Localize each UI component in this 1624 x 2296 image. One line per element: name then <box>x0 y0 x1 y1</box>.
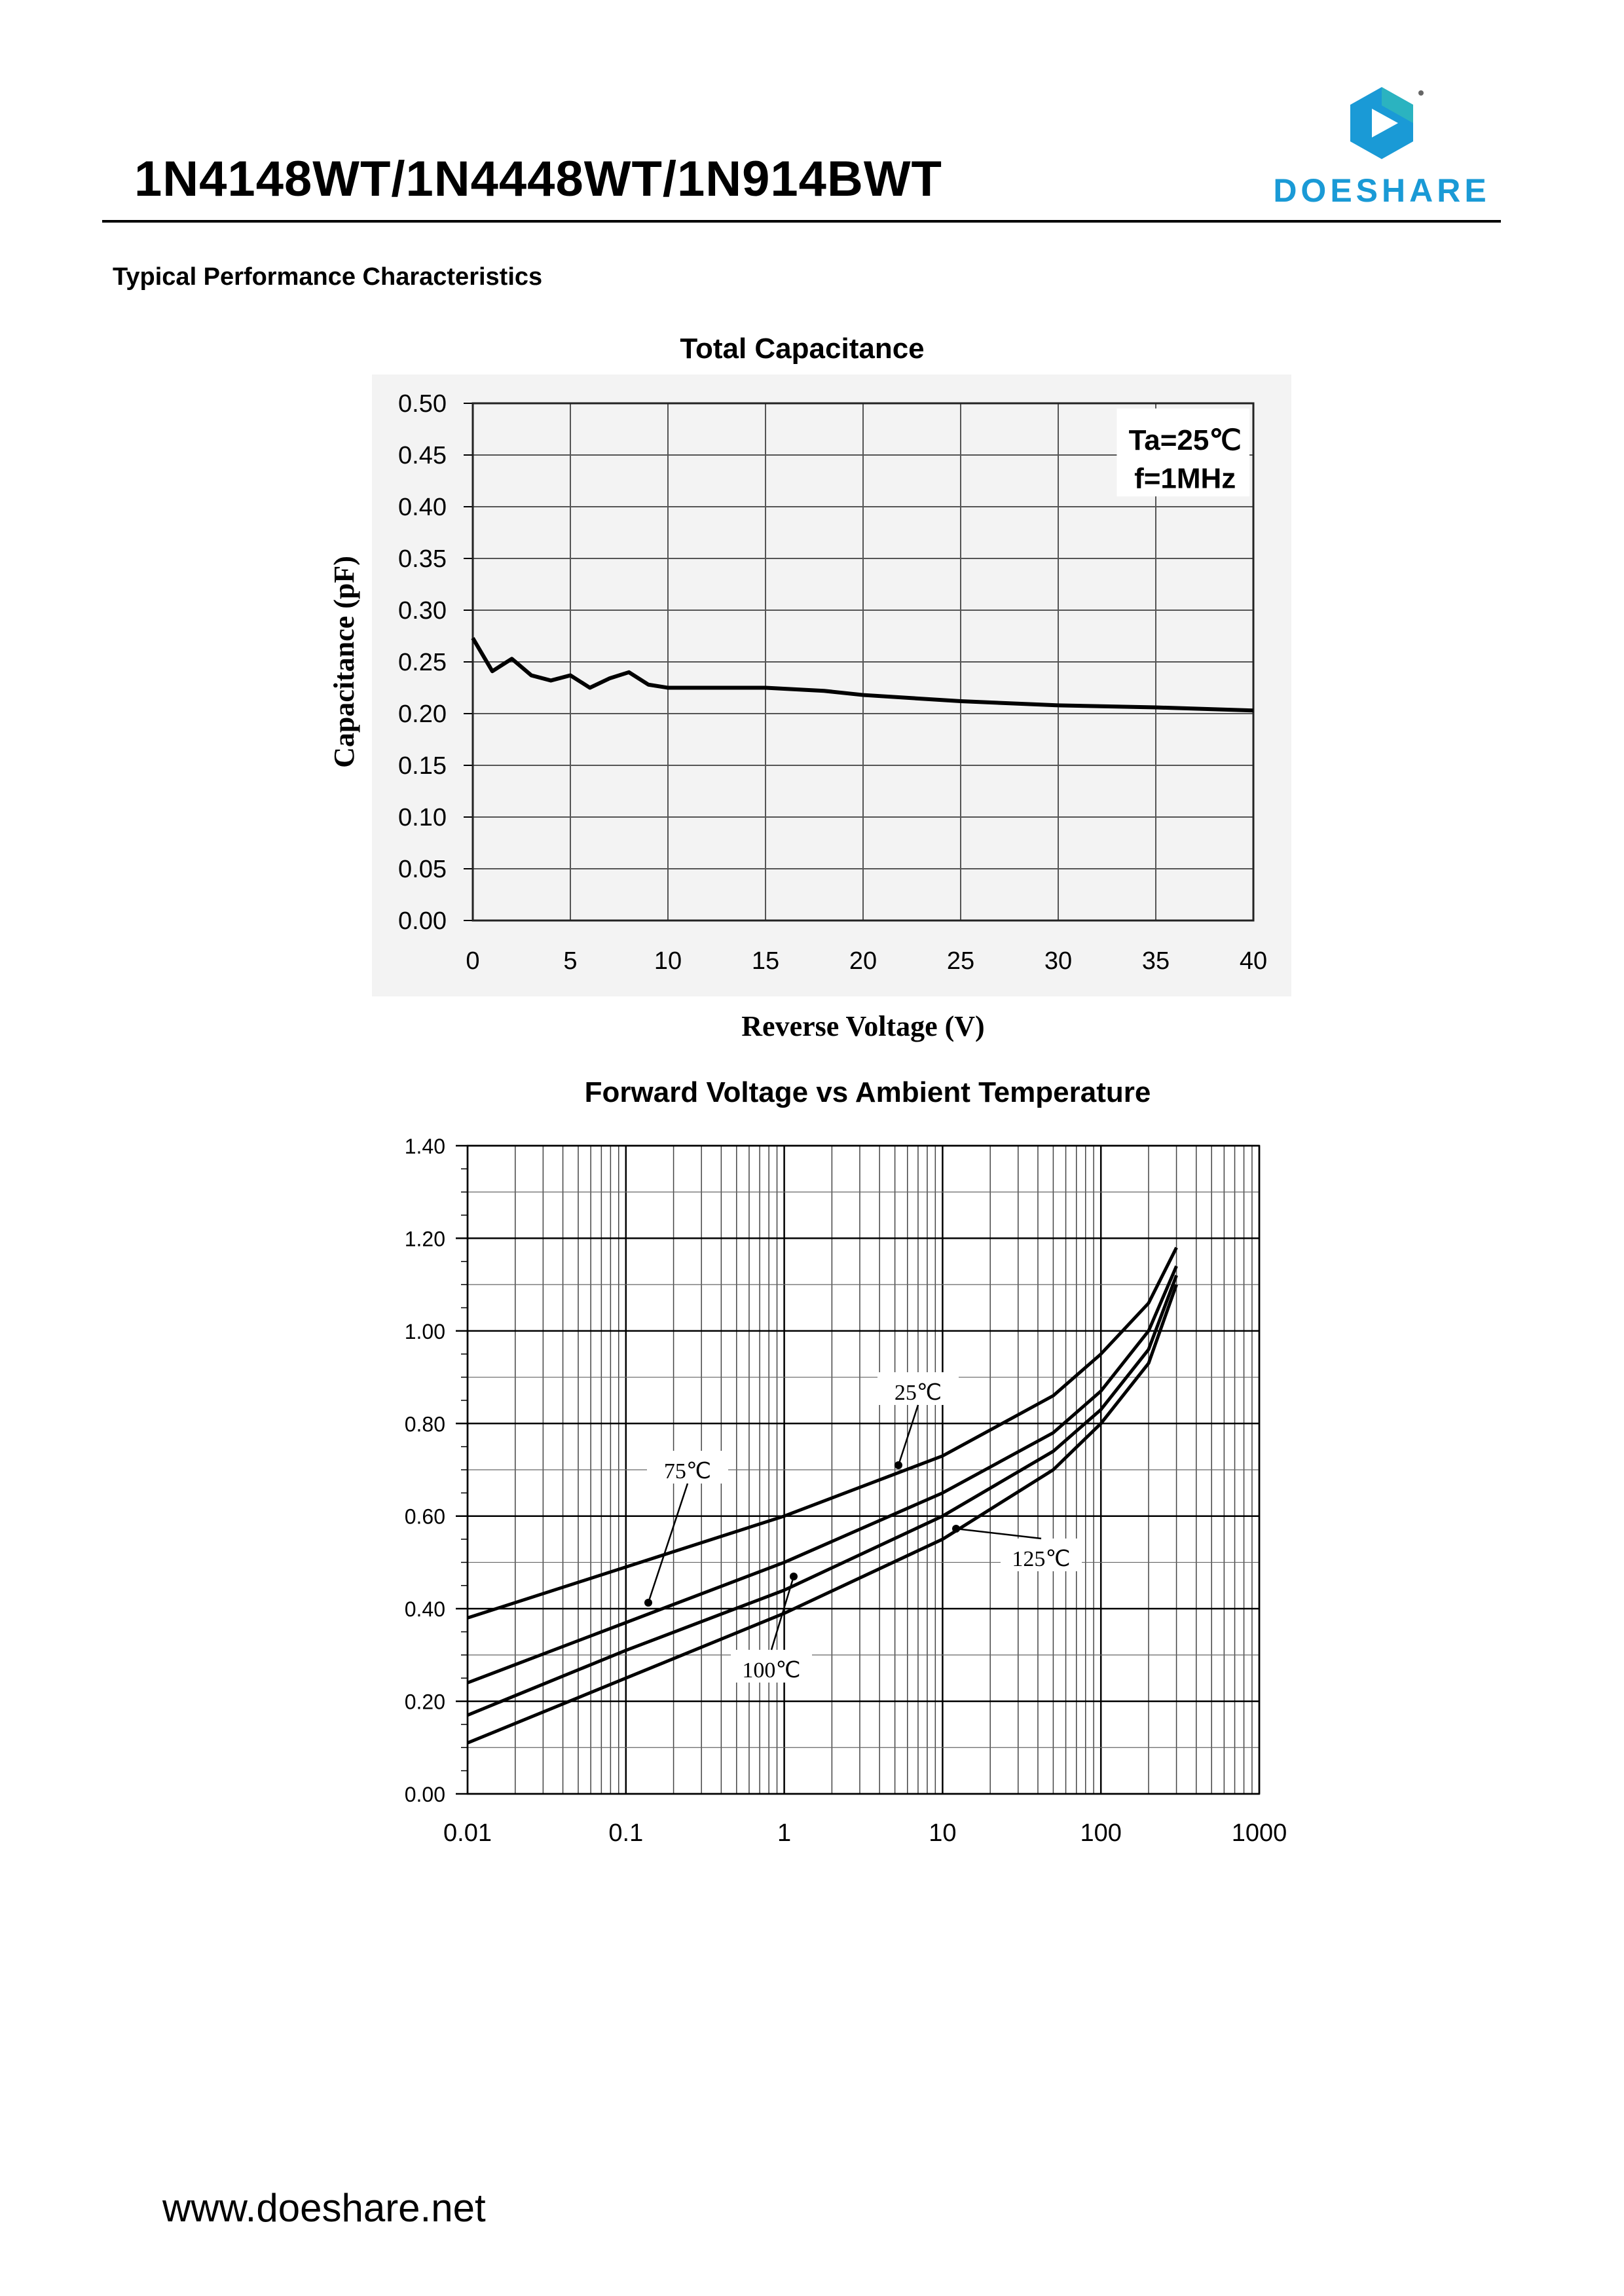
capacitance-x-tick-label: 20 <box>849 947 877 975</box>
forward-voltage-y-tick-label: 0.40 <box>404 1597 445 1622</box>
capacitance-y-tick-label: 0.15 <box>398 752 447 780</box>
document-title: 1N4148WT/1N4448WT/1N914BWT <box>134 151 942 207</box>
forward-voltage-leader-arrowhead <box>952 1525 960 1533</box>
forward-voltage-series-label: 125℃ <box>1012 1547 1071 1571</box>
capacitance-chart-title: Total Capacitance <box>680 333 925 365</box>
capacitance-y-tick-label: 0.20 <box>398 701 447 728</box>
forward-voltage-series-label: 100℃ <box>742 1658 801 1683</box>
forward-voltage-x-tick-label: 100 <box>1080 1819 1122 1847</box>
capacitance-x-axis-label: Reverse Voltage (V) <box>741 1010 985 1042</box>
forward-voltage-x-ticks <box>443 1819 1287 1847</box>
forward-voltage-x-tick-label: 0.01 <box>443 1819 492 1847</box>
capacitance-y-tick-label: 0.40 <box>398 494 447 521</box>
capacitance-x-tick-label: 0 <box>466 947 480 975</box>
capacitance-x-tick-label: 5 <box>563 947 578 975</box>
capacitance-x-tick-label: 25 <box>946 947 975 975</box>
capacitance-x-tick-label: 15 <box>751 947 780 975</box>
forward-voltage-leader-line <box>648 1484 688 1603</box>
capacitance-x-tick-label: 10 <box>654 947 682 975</box>
forward-voltage-x-tick-label: 10 <box>929 1819 957 1847</box>
forward-voltage-leader-line <box>898 1405 918 1465</box>
forward-voltage-x-tick-label: 1 <box>777 1819 792 1847</box>
capacitance-y-tick-label: 0.50 <box>398 390 447 418</box>
forward-voltage-leader-line <box>771 1576 794 1650</box>
forward-voltage-leader-line <box>956 1529 1041 1539</box>
forward-voltage-curve-2 <box>468 1275 1177 1715</box>
forward-voltage-leader-arrowhead <box>644 1599 652 1607</box>
forward-voltage-leader-arrowhead <box>895 1461 902 1469</box>
capacitance-y-ticks <box>398 390 447 935</box>
forward-voltage-y-tick-label: 0.80 <box>404 1412 445 1436</box>
forward-voltage-y-ticks <box>405 1135 445 1806</box>
capacitance-chart <box>328 390 1267 1042</box>
capacitance-y-tick-label: 0.25 <box>398 649 447 676</box>
capacitance-annotation-temp: Ta=25℃ <box>1128 424 1242 457</box>
forward-voltage-y-tick-label: 0.20 <box>404 1690 445 1714</box>
forward-voltage-y-tick-label: 1.20 <box>404 1227 445 1251</box>
forward-voltage-series-label: 25℃ <box>894 1381 942 1405</box>
forward-voltage-chart <box>405 1135 1287 1847</box>
capacitance-x-tick-label: 35 <box>1141 947 1170 975</box>
forward-voltage-y-tick-label: 0.60 <box>404 1504 445 1529</box>
forward-voltage-curve-3 <box>468 1285 1177 1743</box>
forward-voltage-y-tick-label: 0.00 <box>404 1783 445 1806</box>
forward-voltage-chart-title: Forward Voltage vs Ambient Temperature <box>584 1076 1151 1108</box>
forward-voltage-grid <box>456 1146 1259 1794</box>
forward-voltage-x-tick-label: 0.1 <box>608 1819 644 1847</box>
logo-wordmark: DOESHARE <box>1273 172 1490 209</box>
forward-voltage-leader-arrowhead <box>790 1573 798 1580</box>
forward-voltage-y-tick-label: 1.40 <box>404 1135 445 1158</box>
forward-voltage-x-tick-label: 1000 <box>1231 1819 1287 1847</box>
footer-website-url[interactable]: www.doeshare.net <box>162 2186 486 2230</box>
capacitance-x-tick-label: 40 <box>1239 947 1268 975</box>
capacitance-annotation-freq: f=1MHz <box>1134 462 1236 495</box>
section-heading: Typical Performance Characteristics <box>113 263 543 291</box>
capacitance-y-tick-label: 0.35 <box>398 545 447 573</box>
capacitance-y-tick-label: 0.10 <box>398 804 447 831</box>
forward-voltage-series <box>468 1248 1177 1743</box>
capacitance-y-tick-label: 0.30 <box>398 597 447 625</box>
forward-voltage-curve-1 <box>468 1266 1177 1683</box>
forward-voltage-y-tick-label: 1.00 <box>404 1319 445 1343</box>
capacitance-y-tick-label: 0.00 <box>398 907 447 935</box>
capacitance-x-ticks <box>466 947 1267 975</box>
capacitance-x-tick-label: 30 <box>1044 947 1073 975</box>
capacitance-y-tick-label: 0.05 <box>398 856 447 883</box>
forward-voltage-series-label: 75℃ <box>663 1459 712 1484</box>
capacitance-y-tick-label: 0.45 <box>398 442 447 469</box>
capacitance-y-axis-label: Capacitance (pF) <box>328 556 360 768</box>
